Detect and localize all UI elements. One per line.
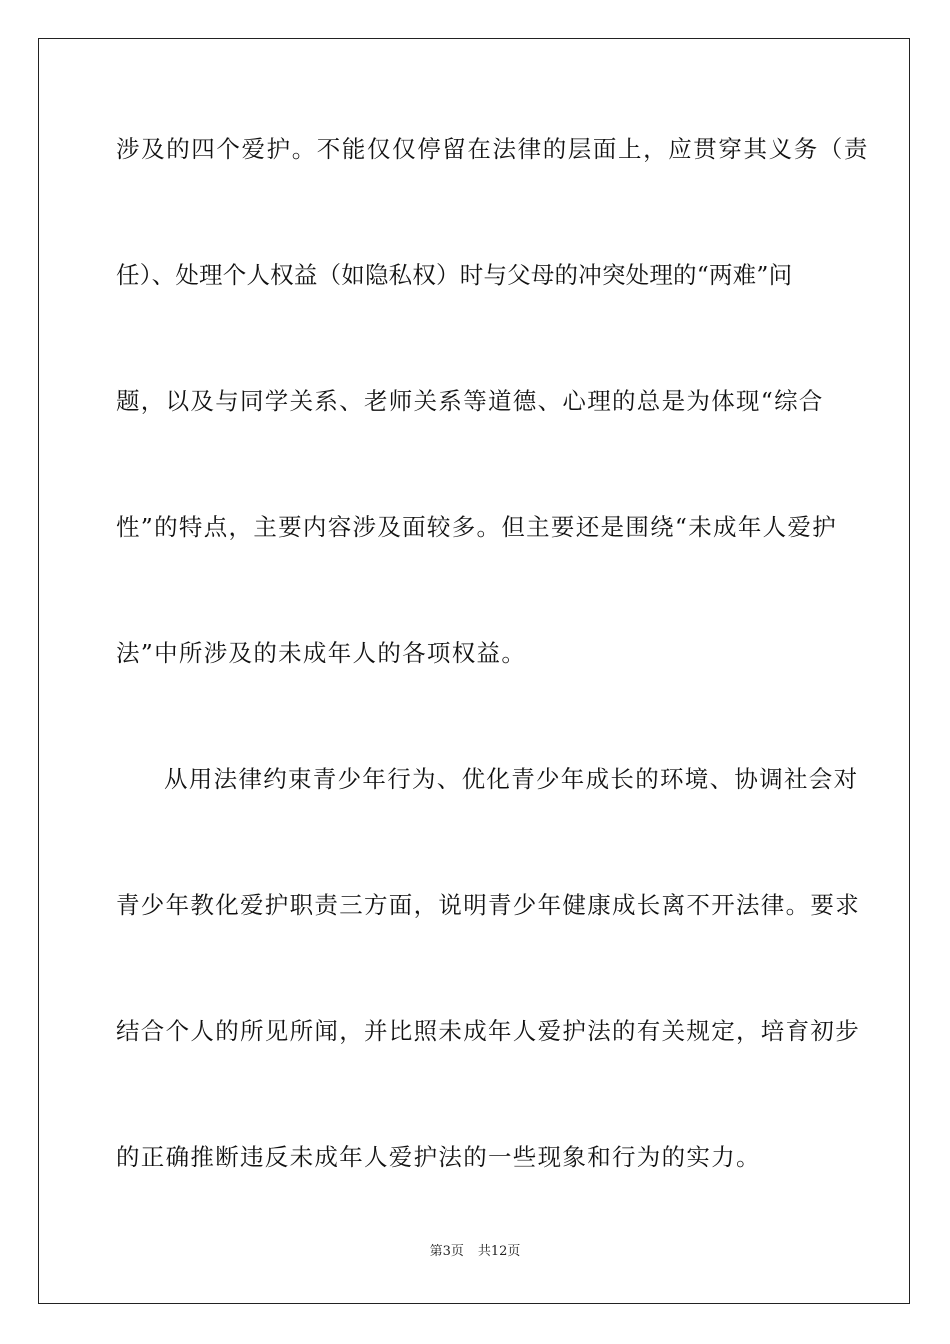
page-border (38, 38, 910, 1304)
text-line-8: 结合个人的所见所闻，并比照未成年人爱护法的有关规定，培育初步 (116, 1017, 860, 1045)
page-footer (0, 1244, 950, 1260)
text-line-7: 青少年教化爱护职责三方面，说明青少年健康成长离不开法律。要求 (116, 891, 860, 919)
text-line-3: 题，以及与同学关系、老师关系等道德、心理的总是为体现“综合 (116, 387, 824, 415)
text-line-9: 的正确推断违反未成年人爱护法的一些现象和行为的实力。 (116, 1143, 761, 1171)
page-total: 共12页 (477, 1244, 521, 1259)
text-line-2: 任）、处理个人权益（如隐私权）时与父母的冲突处理的“两难”问 (116, 261, 793, 289)
text-line-1: 涉及的四个爱护。不能仅仅停留在法律的层面上，应贯穿其义务（责 (116, 135, 869, 163)
text-line-4: 性”的特点，主要内容涉及面较多。但主要还是围绕“未成年人爱护 (116, 513, 838, 541)
text-line-6-paragraph-start: 从用法律约束青少年行为、优化青少年成长的环境、协调社会对 (164, 765, 859, 793)
page-number: 第3页 (429, 1244, 464, 1259)
text-line-5: 法”中所涉及的未成年人的各项权益。 (116, 639, 527, 667)
